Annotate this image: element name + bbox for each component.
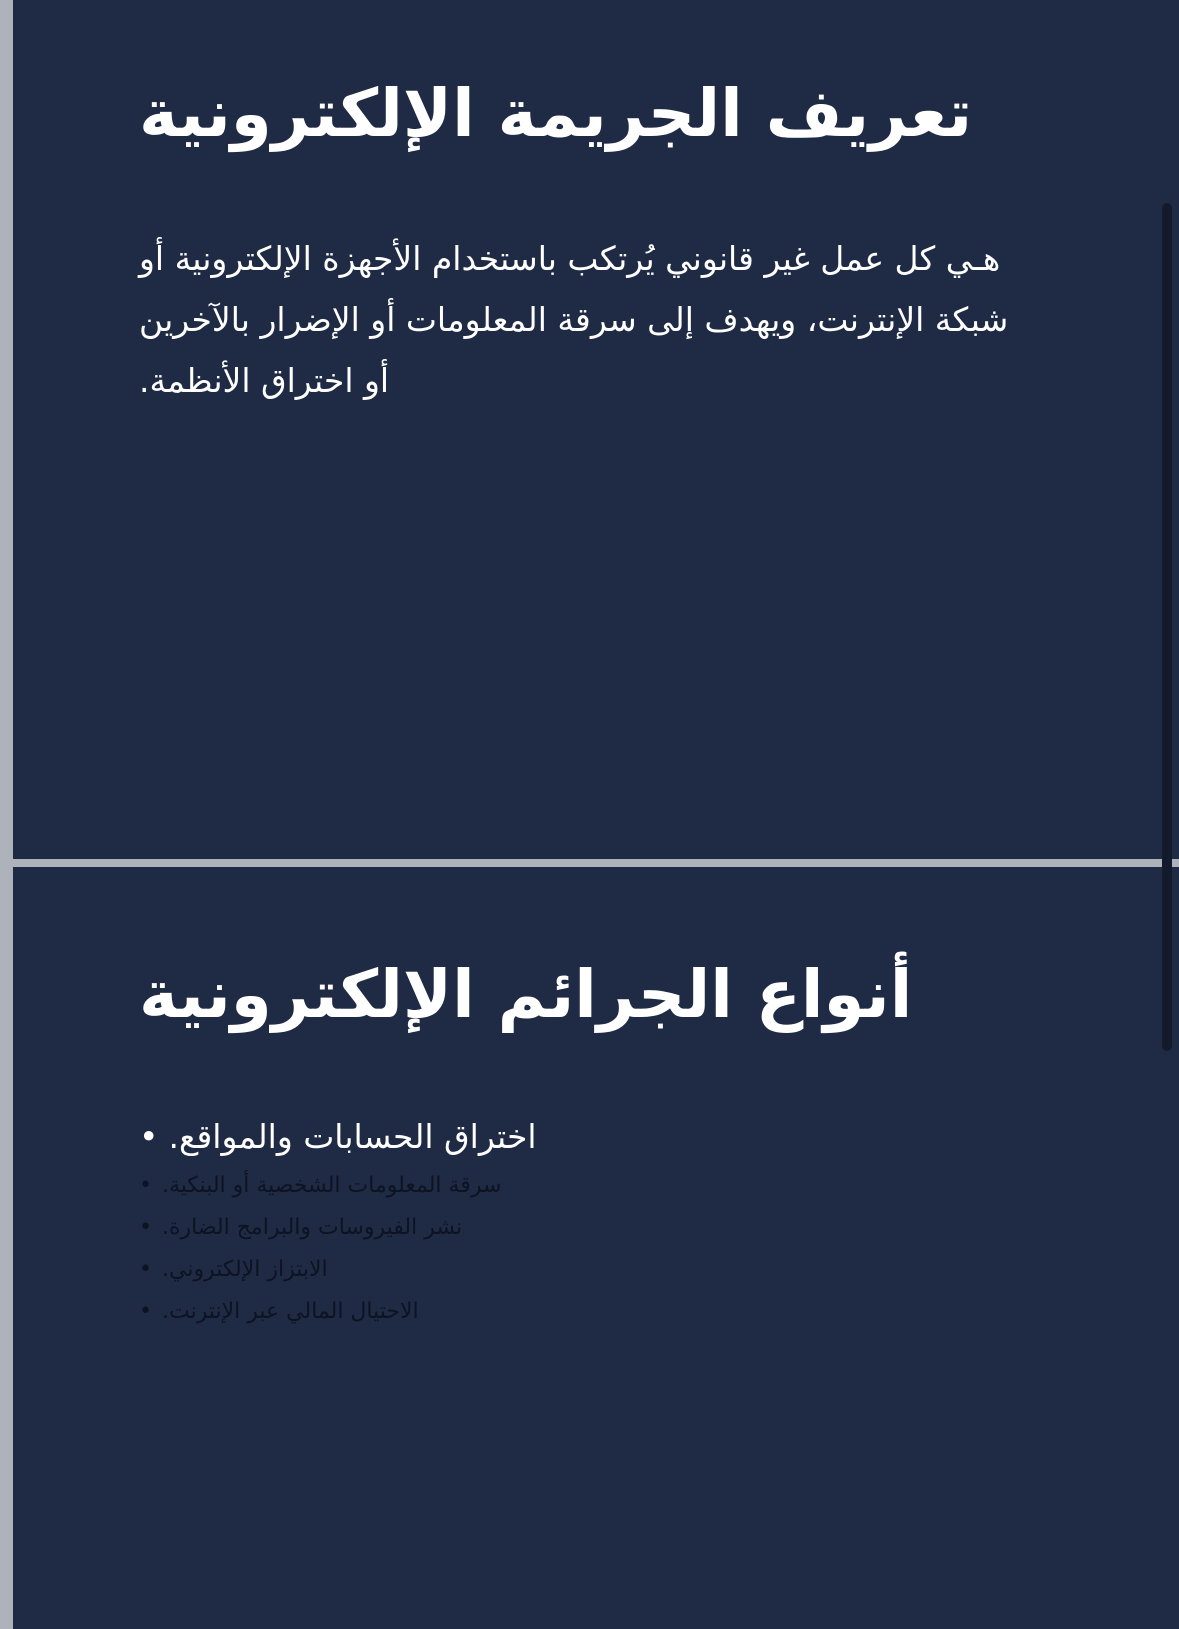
list-item-text: اختراق الحسابات والمواقع. bbox=[168, 1117, 537, 1156]
slide-definition bbox=[13, 0, 1179, 859]
definition-text bbox=[139, 228, 1059, 411]
list-item bbox=[139, 1207, 537, 1249]
slide-title: تعريف الجريمة الإلكترونية bbox=[139, 75, 973, 152]
list-item-text: سرقة المعلومات الشخصية أو البنكية. bbox=[161, 1173, 502, 1198]
slide-title: أنواع الجرائم الإلكترونية bbox=[139, 956, 913, 1033]
list-item bbox=[139, 1109, 537, 1165]
list-item-text: نشر الفيروسات والبرامج الضارة. bbox=[161, 1215, 463, 1240]
list-item bbox=[139, 1291, 537, 1333]
definition-line: هـي كل عمل غير قانوني يُرتكب باستخدام الأجهزة الإلكترونية أو bbox=[139, 239, 1001, 278]
list-item bbox=[139, 1249, 537, 1291]
definition-line: أو اختراق الأنظمة. bbox=[139, 361, 390, 400]
scrollbar-thumb[interactable] bbox=[1162, 203, 1172, 1051]
bullet-icon: • bbox=[139, 1117, 159, 1156]
bullet-icon: • bbox=[139, 1173, 152, 1198]
bullet-icon: • bbox=[139, 1257, 152, 1282]
crime-types-list bbox=[139, 1109, 537, 1333]
list-item bbox=[139, 1165, 537, 1207]
list-item-text: الاحتيال المالي عبر الإنترنت. bbox=[161, 1299, 419, 1324]
slide-types bbox=[13, 867, 1179, 1629]
bullet-icon: • bbox=[139, 1299, 152, 1324]
bullet-icon: • bbox=[139, 1215, 152, 1240]
definition-line: شبكة الإنترنت، ويهدف إلى سرقة المعلومات أو الإضرار بالآخرين bbox=[139, 300, 1009, 339]
list-item-text: الابتزاز الإلكتروني. bbox=[161, 1257, 328, 1282]
